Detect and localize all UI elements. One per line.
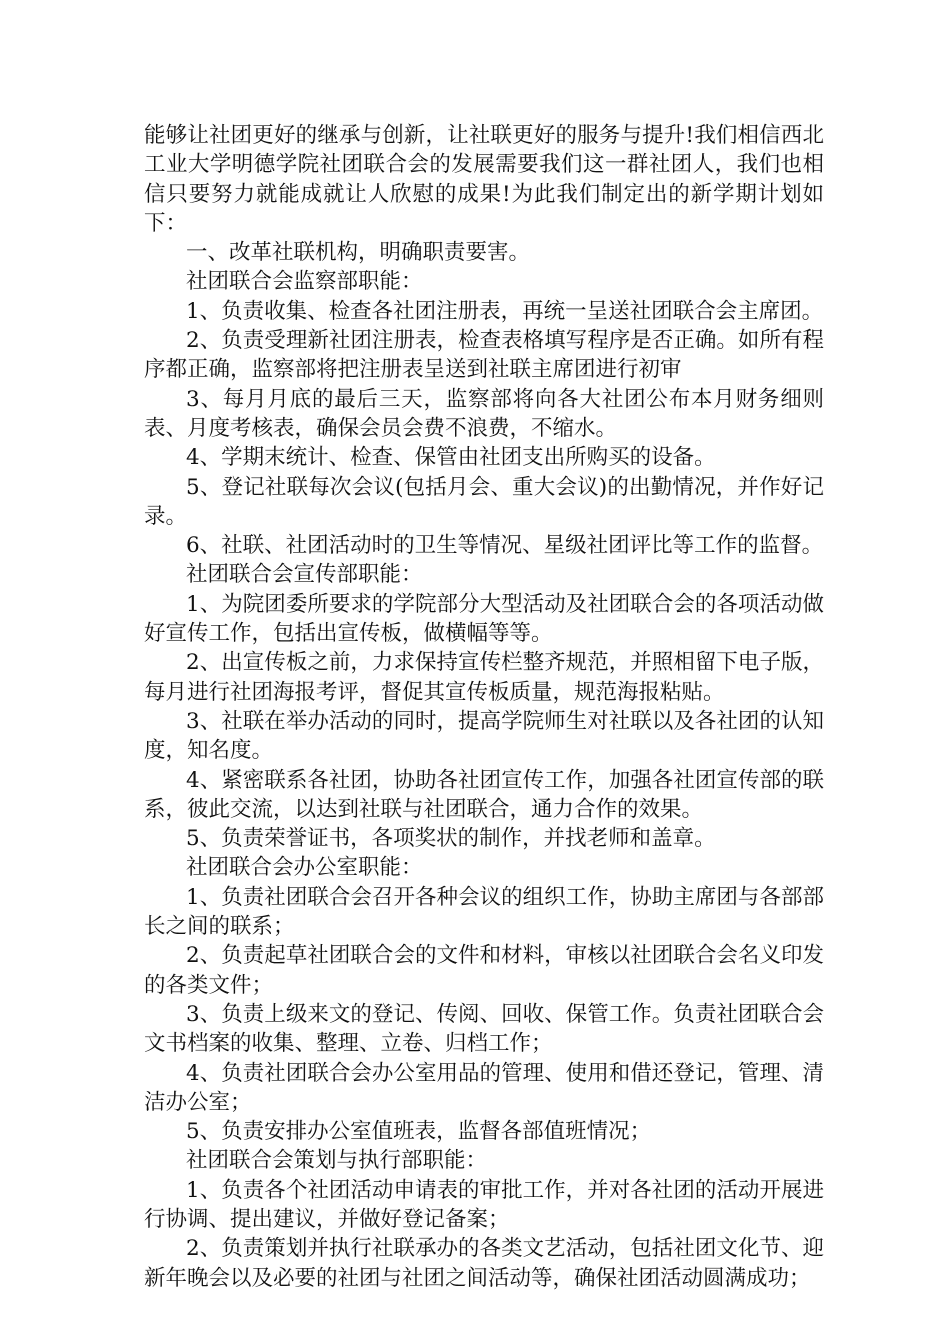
list-item: 4、紧密联系各社团，协助各社团宣传工作，加强各社团宣传部的联系，彼此交流，以达到社联与社团联合，通力合作的效果。	[144, 767, 824, 822]
list-item: 3、每月月底的最后三天，监察部将向各大社团公布本月财务细则表、月度考核表，确保会员会费不浪费，不缩水。	[144, 386, 824, 441]
list-item: 5、负责荣誉证书，各项奖状的制作，并找老师和盖章。	[186, 826, 716, 852]
document-body	[144, 121, 824, 1293]
section-heading: 一、改革社联机构，明确职责要害。	[186, 240, 531, 266]
list-item: 1、负责社团联合会召开各种会议的组织工作，协助主席团与各部部长之间的联系；	[144, 884, 824, 940]
list-item: 2、负责受理新社团注册表，检查表格填写程序是否正确。如所有程序都正确，监察部将把注册表呈送到社联主席团进行初审	[144, 328, 824, 383]
list-item: 2、负责起草社团联合会的文件和材料，审核以社团联合会名义印发的各类文件；	[144, 943, 824, 998]
subsection-heading: 社团联合会宣传部职能：	[186, 562, 423, 588]
list-item: 2、出宣传板之前，力求保持宣传栏整齐规范，并照相留下电子版，每月进行社团海报考评，督促其宣传板质量，规范海报粘贴。	[144, 650, 824, 705]
list-item: 2、负责策划并执行社联承办的各类文艺活动，包括社团文化节、迎新年晚会以及必要的社团与社团之间活动等，确保社团活动圆满成功；	[144, 1236, 824, 1291]
list-item: 5、负责安排办公室值班表，监督各部值班情况；	[186, 1119, 652, 1145]
list-item: 3、负责上级来文的登记、传阅、回收、保管工作。负责社团联合会文书档案的收集、整理、立卷、归档工作；	[144, 1001, 824, 1057]
list-item: 4、负责社团联合会办公室用品的管理、使用和借还登记，管理、清洁办公室；	[144, 1060, 824, 1115]
list-item: 1、为院团委所要求的学院部分大型活动及社团联合会的各项活动做好宣传工作，包括出宣传板，做横幅等等。	[144, 591, 824, 647]
list-item: 6、社联、社团活动时的卫生等情况、星级社团评比等工作的监督。	[186, 533, 824, 559]
list-item: 4、学期末统计、检查、保管由社团支出所购买的设备。	[186, 445, 716, 471]
paragraph-intro: 能够让社团更好的继承与创新，让社联更好的服务与提升!我们相信西北工业大学明德学院社团联合会的发展需要我们这一群社团人，我们也相信只要努力就能成就让人欣慰的成果!为此我们制定出的新学期计划如下：	[144, 123, 824, 236]
list-item: 1、负责各个社团活动申请表的审批工作，并对各社团的活动开展进行协调、提出建议，并做好登记备案；	[144, 1177, 824, 1232]
list-item: 1、负责收集、检查各社团注册表，再统一呈送社团联合会主席团。	[186, 298, 824, 324]
subsection-heading: 社团联合会办公室职能：	[186, 855, 423, 881]
list-item: 5、登记社联每次会议(包括月会、重大会议)的出勤情况，并作好记录。	[144, 474, 824, 529]
list-item: 3、社联在举办活动的同时，提高学院师生对社联以及各社团的认知度，知名度。	[144, 708, 824, 764]
subsection-heading: 社团联合会监察部职能：	[186, 269, 423, 295]
subsection-heading: 社团联合会策划与执行部职能：	[186, 1148, 488, 1174]
